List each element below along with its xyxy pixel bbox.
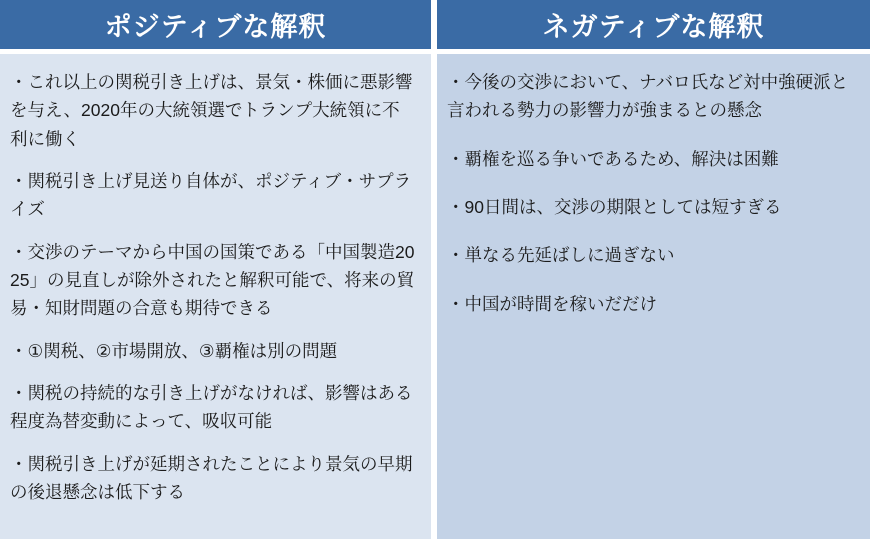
column-negative xyxy=(437,0,870,539)
list-item: ・関税の持続的な引き上げがなければ、影響はある程度為替変動によって、吸収可能 xyxy=(10,383,413,432)
list-item: ・覇権を巡る争いであるため、解決は困難 xyxy=(447,148,779,169)
list-item: ・関税引き上げが延期されたことにより景気の早期の後退懸念は低下する xyxy=(10,453,413,503)
list-item: ・90日間は、交渉の期限としては短すぎる xyxy=(447,197,782,218)
list-item: ・関税引き上げ見送り自体が、ポジティブ・サプライズ xyxy=(10,171,412,220)
list-item: ・これ以上の関税引き上げは、景気・株価に悪影響を与え、2020年の大統領選でトランプ大統領に不利に働く xyxy=(10,72,413,149)
column-body-negative xyxy=(437,54,870,539)
column-header-positive: ポジティブな解釈 xyxy=(0,0,431,54)
list-item: ・今後の交渉において、ナバロ氏など対中強硬派と言われる勢力の影響力が強まるとの懸念 xyxy=(447,72,849,121)
column-body-positive xyxy=(0,54,431,539)
list-item: ・単なる先延ばしに過ぎない xyxy=(447,245,675,266)
list-item: ・中国が時間を稼いだだけ xyxy=(447,293,657,314)
list-item: ・①関税、②市場開放、③覇権は別の問題 xyxy=(10,340,338,361)
list-item: ・交渉のテーマから中国の国策である「中国製造2025」の見直しが除外されたと解釈可能で、将来の貿易・知財問題の合意も期待できる xyxy=(10,241,415,319)
column-header-negative: ネガティブな解釈 xyxy=(437,0,870,54)
